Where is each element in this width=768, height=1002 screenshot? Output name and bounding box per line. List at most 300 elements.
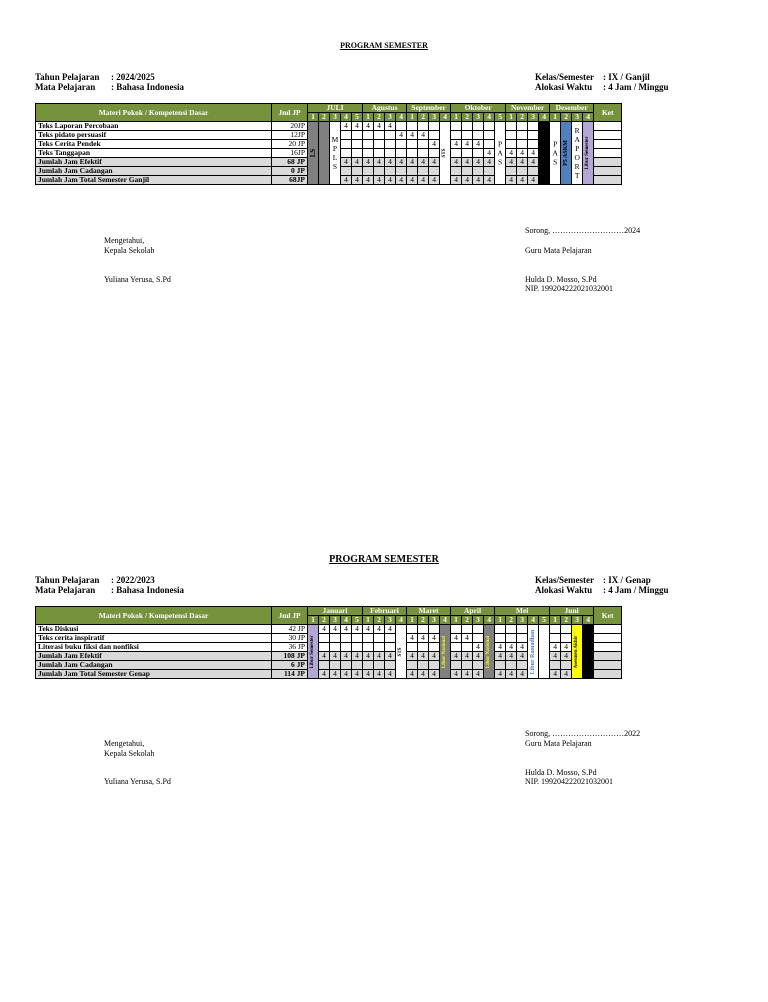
week-cell: 4 — [484, 149, 495, 158]
week-cell: 4 — [407, 158, 418, 167]
week-cell — [407, 122, 418, 131]
black-block-ganjil-1 — [539, 122, 550, 185]
guru-label-ganjil: Guru Mata Pelajaran — [525, 246, 592, 255]
week-cell: 4 — [473, 176, 484, 185]
kepsek-name-genap: Yuliana Yerusa, S.Pd — [104, 777, 171, 786]
week-cell — [506, 140, 517, 149]
week-cell: 4 — [363, 652, 374, 661]
ket-cell — [594, 158, 622, 167]
materi-cell: Teks cerita inspiratif — [36, 634, 272, 643]
week-cell — [462, 167, 473, 176]
month-header: Desember — [550, 104, 594, 113]
month-header: Januari — [308, 607, 363, 616]
week-cell — [341, 634, 352, 643]
jml-jp-cell: 36 JP — [272, 643, 308, 652]
ket-cell — [594, 661, 622, 670]
week-cell — [506, 661, 517, 670]
week-cell: 4 — [484, 176, 495, 185]
week-cell — [550, 625, 561, 634]
week-cell: 4 — [385, 122, 396, 131]
week-number: 2 — [561, 616, 572, 625]
week-cell: 4 — [451, 652, 462, 661]
week-cell: 4 — [517, 176, 528, 185]
libur-semester-block-label: Libur Semester — [585, 136, 591, 170]
week-cell: 4 — [550, 643, 561, 652]
asesmen-akhir-block-label: Asesmen Akhir — [574, 635, 580, 668]
mengetahui-ganjil: Mengetahui, — [104, 236, 145, 245]
week-cell: 4 — [495, 643, 506, 652]
week-number: 3 — [429, 113, 440, 122]
jml-jp-cell: 42 JP — [272, 625, 308, 634]
libur-nasional-block-1 — [440, 625, 451, 679]
week-cell: 4 — [473, 643, 484, 652]
week-number: 4 — [583, 616, 594, 625]
sts-block — [396, 625, 407, 679]
week-cell — [484, 131, 495, 140]
week-cell — [385, 140, 396, 149]
month-header: Juni — [550, 607, 594, 616]
month-header: September — [407, 104, 451, 113]
week-cell — [429, 661, 440, 670]
week-cell — [418, 625, 429, 634]
week-cell — [363, 167, 374, 176]
week-cell — [517, 634, 528, 643]
week-cell: 4 — [407, 652, 418, 661]
week-number: 2 — [506, 616, 517, 625]
week-cell: 4 — [517, 158, 528, 167]
week-cell: 4 — [363, 122, 374, 131]
week-cell: 4 — [561, 643, 572, 652]
week-cell — [484, 140, 495, 149]
week-cell — [451, 149, 462, 158]
materi-cell: Teks Laporan Percobaan — [36, 122, 272, 131]
ket-cell — [594, 149, 622, 158]
guru-nip-genap: NIP. 199204222021032001 — [525, 777, 614, 786]
week-cell — [385, 643, 396, 652]
week-cell — [374, 131, 385, 140]
week-cell: 4 — [528, 176, 539, 185]
mapel-label: Mata Pelajaran — [35, 585, 96, 595]
mapel-label: Mata Pelajaran — [35, 82, 96, 92]
week-cell — [462, 122, 473, 131]
week-number: 3 — [572, 616, 583, 625]
week-cell: 4 — [407, 670, 418, 679]
week-number: 4 — [440, 616, 451, 625]
p5-asesmen-block-label: P5 ASKM — [563, 140, 570, 166]
week-cell — [352, 149, 363, 158]
week-cell: 4 — [495, 652, 506, 661]
week-cell — [418, 140, 429, 149]
week-cell — [374, 661, 385, 670]
week-number: 3 — [473, 113, 484, 122]
kelas-value: : IX / Ganjil — [603, 72, 650, 82]
month-header: Ket — [594, 104, 622, 122]
sts-block-label: STS — [442, 148, 448, 158]
week-cell — [484, 167, 495, 176]
week-cell: 4 — [462, 634, 473, 643]
ket-cell — [594, 122, 622, 131]
libur-nasional-block-1-label: Libur Nasional — [442, 635, 448, 668]
libur-semester-block — [308, 625, 319, 679]
week-cell — [407, 167, 418, 176]
week-cell — [550, 634, 561, 643]
week-cell — [451, 625, 462, 634]
week-cell — [385, 149, 396, 158]
alokasi-label: Alokasi Waktu — [535, 585, 593, 595]
week-cell — [407, 625, 418, 634]
alokasi-value: : 4 Jam / Minggu — [603, 82, 669, 92]
mapel-value: : Bahasa Indonesia — [111, 585, 185, 595]
week-number: 1 — [506, 113, 517, 122]
week-cell — [451, 131, 462, 140]
week-cell — [517, 625, 528, 634]
month-header: Ket — [594, 607, 622, 625]
week-cell: 4 — [396, 176, 407, 185]
week-number: 4 — [583, 113, 594, 122]
week-cell: 4 — [352, 670, 363, 679]
jml-jp-cell: 12JP — [272, 131, 308, 140]
sts-block — [440, 122, 451, 185]
jml-jp-cell: 114 JP — [272, 670, 308, 679]
guru-name-ganjil: Hulda D. Mosso, S.Pd — [525, 275, 597, 284]
week-cell — [418, 661, 429, 670]
week-number: 3 — [330, 113, 341, 122]
month-header: Mei — [495, 607, 550, 616]
week-cell — [528, 140, 539, 149]
week-cell: 4 — [517, 652, 528, 661]
week-cell — [473, 634, 484, 643]
week-number: 4 — [396, 616, 407, 625]
week-cell: 4 — [330, 652, 341, 661]
week-cell — [374, 140, 385, 149]
libur-ramadhan-block-label: Libur Ramadhan — [530, 629, 537, 674]
week-cell: 4 — [462, 176, 473, 185]
week-cell — [495, 634, 506, 643]
week-number: 3 — [572, 113, 583, 122]
ls-block-label: LS — [309, 148, 317, 158]
month-header: Oktober — [451, 104, 506, 113]
week-cell: 4 — [451, 670, 462, 679]
materi-cell: Jumlah Jam Efektif — [36, 158, 272, 167]
week-cell: 4 — [374, 176, 385, 185]
week-cell — [429, 149, 440, 158]
week-number: 4 — [528, 616, 539, 625]
week-cell: 4 — [319, 625, 330, 634]
mapel-value: : Bahasa Indonesia — [111, 82, 185, 92]
col-header-jml-jp: Jml JP — [272, 607, 308, 625]
jml-jp-cell: 108 JP — [272, 652, 308, 661]
week-cell: 4 — [429, 140, 440, 149]
week-cell — [418, 643, 429, 652]
week-cell: 4 — [385, 625, 396, 634]
week-cell: 4 — [418, 176, 429, 185]
table-row — [36, 625, 622, 634]
week-number: 3 — [517, 616, 528, 625]
week-cell — [517, 122, 528, 131]
ket-cell — [594, 670, 622, 679]
week-cell: 4 — [385, 158, 396, 167]
alokasi-label: Alokasi Waktu — [535, 82, 593, 92]
week-number: 5 — [539, 616, 550, 625]
week-number: 2 — [319, 616, 330, 625]
week-cell: 4 — [473, 140, 484, 149]
week-cell: 4 — [352, 625, 363, 634]
week-cell: 4 — [495, 670, 506, 679]
week-cell — [352, 643, 363, 652]
month-header: Februari — [363, 607, 407, 616]
ket-cell — [594, 634, 622, 643]
week-cell — [330, 643, 341, 652]
libur-ramadhan-block — [528, 625, 539, 679]
week-cell — [341, 661, 352, 670]
col-header-materi: Materi Pokok / Kompetensi Dasar — [36, 104, 272, 122]
week-number: 3 — [385, 113, 396, 122]
week-cell: 4 — [374, 670, 385, 679]
alokasi-value: : 4 Jam / Minggu — [603, 585, 669, 595]
materi-cell: Jumlah Jam Cadangan — [36, 661, 272, 670]
materi-cell: Jumlah Jam Efektif — [36, 652, 272, 661]
libur-nasional-block-2 — [484, 625, 495, 679]
tahun-value: : 2022/2023 — [111, 575, 155, 585]
week-number: 4 — [440, 113, 451, 122]
week-cell: 4 — [418, 131, 429, 140]
kelas-label: Kelas/Semester — [535, 72, 594, 82]
materi-cell: Literasi buku fiksi dan nonfiksi — [36, 643, 272, 652]
ket-cell — [594, 167, 622, 176]
week-cell: 4 — [319, 670, 330, 679]
week-cell: 4 — [429, 670, 440, 679]
week-number: 4 — [341, 113, 352, 122]
week-cell — [418, 122, 429, 131]
week-cell: 4 — [385, 652, 396, 661]
kelas-label: Kelas/Semester — [535, 575, 594, 585]
week-cell — [330, 634, 341, 643]
tahun-value: : 2024/2025 — [111, 72, 155, 82]
week-cell — [374, 643, 385, 652]
schedule-table-genap — [35, 606, 622, 679]
schedule-table-ganjil — [35, 103, 622, 185]
week-cell — [396, 122, 407, 131]
week-cell — [451, 661, 462, 670]
week-cell — [341, 131, 352, 140]
jml-jp-cell: 68JP — [272, 176, 308, 185]
week-cell — [429, 131, 440, 140]
week-cell: 4 — [517, 149, 528, 158]
week-cell: 4 — [330, 670, 341, 679]
week-number: 4 — [539, 113, 550, 122]
kepsek-name-ganjil: Yuliana Yerusa, S.Pd — [104, 275, 171, 284]
month-header: Agustus — [363, 104, 407, 113]
week-cell: 4 — [407, 634, 418, 643]
place-date-genap: Sorong, ………………………2022 — [525, 729, 641, 738]
kepsek-label-genap: Kepala Sekolah — [104, 749, 155, 758]
week-cell — [429, 625, 440, 634]
week-cell: 4 — [385, 670, 396, 679]
week-cell — [352, 661, 363, 670]
mengetahui-genap: Mengetahui, — [104, 739, 145, 748]
week-cell — [363, 149, 374, 158]
asesmen-akhir-block — [572, 625, 583, 679]
week-number: 3 — [429, 616, 440, 625]
week-cell: 4 — [517, 643, 528, 652]
week-cell — [396, 140, 407, 149]
ket-cell — [594, 643, 622, 652]
week-cell: 4 — [418, 634, 429, 643]
week-cell — [517, 167, 528, 176]
week-cell: 4 — [473, 652, 484, 661]
week-cell: 4 — [374, 652, 385, 661]
kelas-value: : IX / Genap — [603, 575, 651, 585]
libur-ramadhan-block-2 — [539, 625, 550, 679]
week-number: 4 — [396, 113, 407, 122]
week-number: 1 — [451, 113, 462, 122]
week-cell: 4 — [363, 625, 374, 634]
week-cell: 4 — [374, 122, 385, 131]
jml-jp-cell: 16JP — [272, 149, 308, 158]
week-cell — [462, 131, 473, 140]
week-cell — [473, 122, 484, 131]
jml-jp-cell: 20JP — [272, 122, 308, 131]
week-cell: 4 — [451, 176, 462, 185]
week-cell — [352, 131, 363, 140]
col-header-jml-jp: Jml JP — [272, 104, 308, 122]
week-cell — [473, 131, 484, 140]
week-cell: 4 — [506, 652, 517, 661]
week-cell — [374, 634, 385, 643]
materi-cell: Jumlah Jam Total Semester Ganjil — [36, 176, 272, 185]
week-cell: 4 — [451, 140, 462, 149]
week-number: 4 — [484, 113, 495, 122]
week-cell — [352, 167, 363, 176]
week-cell — [550, 661, 561, 670]
week-number: 5 — [352, 616, 363, 625]
libur-semester-block-label: Libur Semester — [310, 634, 315, 669]
week-cell — [396, 167, 407, 176]
mpls-block-label: M P L S — [331, 135, 339, 171]
pas-block-1 — [495, 122, 506, 185]
week-cell — [374, 167, 385, 176]
raport-block — [572, 122, 583, 185]
week-cell — [319, 634, 330, 643]
week-number: 5 — [495, 113, 506, 122]
week-cell — [495, 625, 506, 634]
week-cell: 4 — [451, 158, 462, 167]
week-number: 1 — [451, 616, 462, 625]
week-cell — [418, 167, 429, 176]
week-cell: 4 — [473, 670, 484, 679]
week-number: 5 — [352, 113, 363, 122]
week-cell: 4 — [319, 652, 330, 661]
week-cell: 4 — [462, 652, 473, 661]
week-cell: 4 — [374, 158, 385, 167]
week-cell — [473, 625, 484, 634]
week-cell — [429, 167, 440, 176]
week-cell — [528, 122, 539, 131]
materi-cell: Teks Diskusi — [36, 625, 272, 634]
week-number: 1 — [550, 113, 561, 122]
week-number: 2 — [462, 616, 473, 625]
jml-jp-cell: 6 JP — [272, 661, 308, 670]
week-cell — [506, 122, 517, 131]
ket-cell — [594, 131, 622, 140]
tahun-label: Tahun Pelajaran — [35, 575, 100, 585]
week-cell — [363, 634, 374, 643]
week-number: 2 — [374, 616, 385, 625]
week-cell — [506, 167, 517, 176]
materi-cell: Teks Tanggapan — [36, 149, 272, 158]
week-cell: 4 — [418, 670, 429, 679]
week-cell — [506, 131, 517, 140]
week-number: 1 — [363, 113, 374, 122]
col-header-materi: Materi Pokok / Kompetensi Dasar — [36, 607, 272, 625]
week-cell — [528, 167, 539, 176]
week-cell: 4 — [506, 176, 517, 185]
ls-block — [308, 122, 319, 185]
week-cell — [429, 122, 440, 131]
week-number: 2 — [462, 113, 473, 122]
kepsek-label-ganjil: Kepala Sekolah — [104, 246, 155, 255]
jml-jp-cell: 0 JP — [272, 167, 308, 176]
week-cell — [451, 122, 462, 131]
week-cell: 4 — [462, 140, 473, 149]
week-cell: 4 — [451, 634, 462, 643]
week-cell: 4 — [341, 625, 352, 634]
week-cell: 4 — [506, 670, 517, 679]
week-number: 3 — [385, 616, 396, 625]
week-cell — [495, 661, 506, 670]
header-left-genap — [35, 575, 186, 595]
sts-block-label: STS — [398, 647, 403, 656]
guru-label-genap: Guru Mata Pelajaran — [525, 739, 592, 748]
week-cell — [473, 167, 484, 176]
week-cell: 4 — [407, 131, 418, 140]
week-cell — [462, 149, 473, 158]
jml-jp-cell: 68 JP — [272, 158, 308, 167]
week-cell — [363, 643, 374, 652]
page-title-ganjil: PROGRAM SEMESTER — [340, 41, 428, 50]
week-cell: 4 — [330, 625, 341, 634]
week-cell: 4 — [462, 670, 473, 679]
week-cell — [407, 643, 418, 652]
week-cell — [407, 661, 418, 670]
materi-cell: Jumlah Jam Total Semester Genap — [36, 670, 272, 679]
week-cell: 4 — [429, 158, 440, 167]
week-number: 4 — [484, 616, 495, 625]
week-cell — [451, 643, 462, 652]
week-cell — [341, 167, 352, 176]
week-cell — [517, 140, 528, 149]
week-cell — [517, 131, 528, 140]
week-cell: 4 — [341, 122, 352, 131]
jml-jp-cell: 30 JP — [272, 634, 308, 643]
materi-cell: Jumlah Jam Cadangan — [36, 167, 272, 176]
week-cell — [528, 131, 539, 140]
week-cell — [484, 122, 495, 131]
week-cell — [561, 625, 572, 634]
ls-block-2 — [319, 122, 330, 185]
week-cell — [473, 661, 484, 670]
jml-jp-cell: 20 JP — [272, 140, 308, 149]
week-number: 2 — [517, 113, 528, 122]
week-cell — [352, 140, 363, 149]
guru-nip-ganjil: NIP. 199204222021032001 — [525, 284, 614, 293]
week-cell: 4 — [363, 158, 374, 167]
week-cell — [407, 140, 418, 149]
month-header: JULI — [308, 104, 363, 113]
week-number: 3 — [330, 616, 341, 625]
week-cell: 4 — [517, 670, 528, 679]
libur-nasional-block-2-label: Libur Nasional — [486, 635, 492, 668]
